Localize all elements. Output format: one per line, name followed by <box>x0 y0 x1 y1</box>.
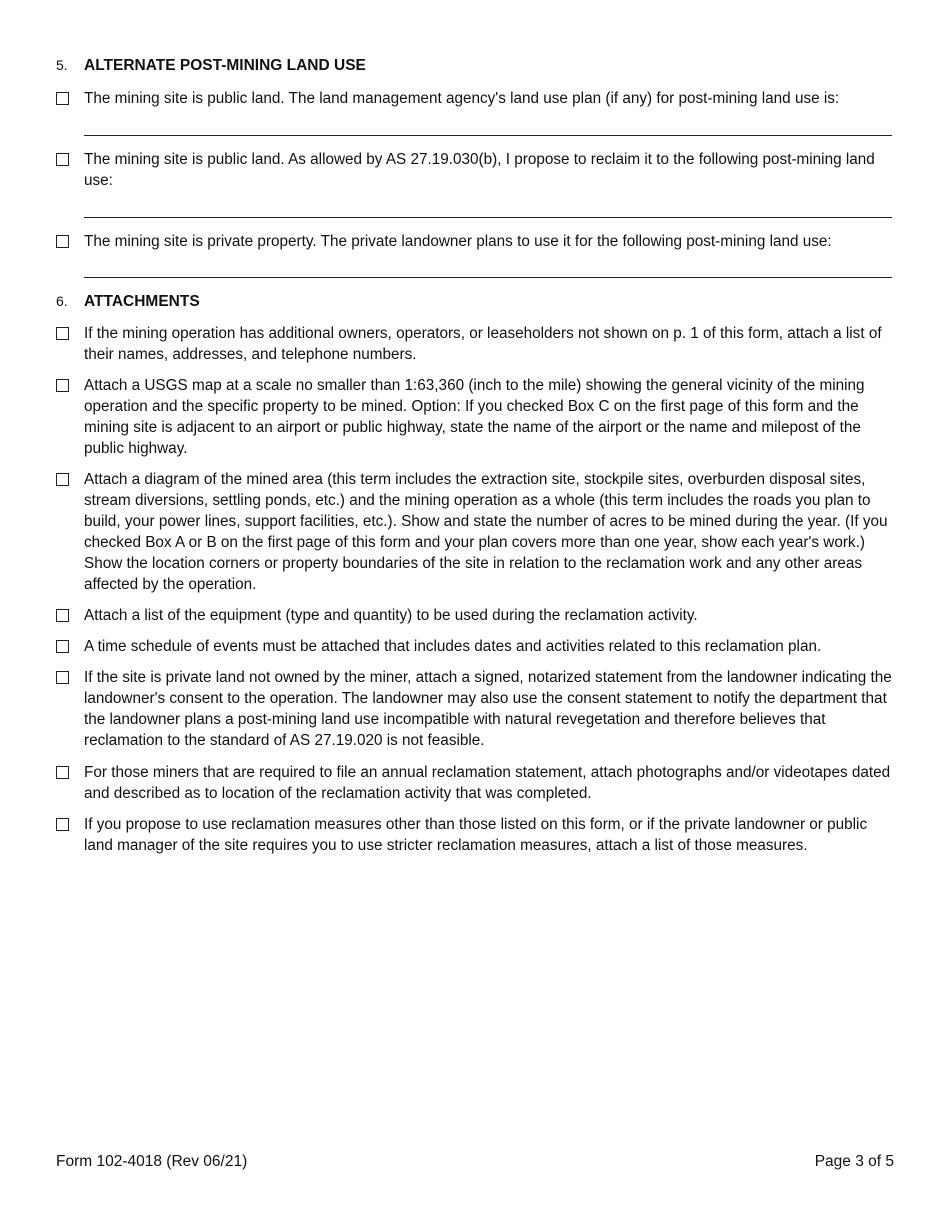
section-number: 6. <box>56 293 68 309</box>
answer-line-agency-plan[interactable] <box>84 135 892 136</box>
attachment-time-schedule <box>56 636 896 657</box>
section-5-heading <box>56 57 366 75</box>
option-text: The mining site is public land. The land management agency's land use plan (if any) for post-mining land use is: <box>84 90 840 107</box>
checkbox[interactable] <box>56 327 69 340</box>
land-use-option-private <box>56 231 896 252</box>
page-number: Page 3 of 5 <box>814 1153 894 1170</box>
attachment-equipment-list <box>56 605 896 626</box>
section-6-heading <box>56 293 200 311</box>
attachment-text: A time schedule of events must be attached that includes dates and activities related to this reclamation plan. <box>84 638 822 655</box>
attachment-text: If the mining operation has additional owners, operators, or leaseholders not shown on p. 1 of this form, attach a list of their names, addresses, and telephone numbers. <box>84 325 882 363</box>
attachment-text: Attach a diagram of the mined area (this term includes the extraction site, stockpile sites, overburden disposal sites, stream diversions, settling ponds, etc.) and the mining operation as a whole (this term includes the roads you plan to build, your power lines, support facilities, etc.). Show and state the number of acres to be mined during the year. (If you checked Box A or B on the first page of this form and your plan covers more than one year, show each year's work.) Show the location corners or property boundaries of the site in relation to the reclamation work and any other areas affected by the operation. <box>84 471 888 593</box>
section-title: ATTACHMENTS <box>84 293 200 310</box>
land-use-option-public-proposed <box>56 149 896 191</box>
checkbox[interactable] <box>56 92 69 105</box>
option-text: The mining site is public land. As allowed by AS 27.19.030(b), I propose to reclaim it to the following post-mining land use: <box>84 151 875 189</box>
attachment-text: Attach a list of the equipment (type and quantity) to be used during the reclamation activity. <box>84 607 698 624</box>
checkbox[interactable] <box>56 473 69 486</box>
checkbox[interactable] <box>56 671 69 684</box>
checkbox[interactable] <box>56 235 69 248</box>
attachment-photographs <box>56 762 896 804</box>
option-text: The mining site is private property. The private landowner plans to use it for the following post-mining land use: <box>84 233 832 250</box>
checkbox[interactable] <box>56 640 69 653</box>
land-use-option-public-agency <box>56 88 896 109</box>
attachment-other-measures <box>56 814 896 856</box>
answer-line-private-use[interactable] <box>84 277 892 278</box>
attachment-text: For those miners that are required to file an annual reclamation statement, attach photographs and/or videotapes dated and described as to location of the reclamation activity that was completed. <box>84 764 891 802</box>
attachment-text: Attach a USGS map at a scale no smaller than 1:63,360 (inch to the mile) showing the general vicinity of the mining operation and the specific property to be mined. Option: If you checked Box C on the first page of this form and the mining site is adjacent to an airport or public highway, state the name of the airport or the name and milepost of the public highway. <box>84 377 865 457</box>
attachment-diagram <box>56 469 896 595</box>
attachment-landowner-statement <box>56 667 896 751</box>
checkbox[interactable] <box>56 153 69 166</box>
section-title: ALTERNATE POST-MINING LAND USE <box>84 57 366 74</box>
answer-line-proposed-use[interactable] <box>84 217 892 218</box>
checkbox[interactable] <box>56 818 69 831</box>
checkbox[interactable] <box>56 609 69 622</box>
form-id: Form 102-4018 (Rev 06/21) <box>56 1153 248 1170</box>
checkbox[interactable] <box>56 766 69 779</box>
attachment-usgs-map <box>56 375 896 459</box>
section-number: 5. <box>56 57 68 73</box>
attachment-text: If you propose to use reclamation measures other than those listed on this form, or if the private landowner or public land manager of the site requires you to use stricter reclamation measures, attach a list of those measures. <box>84 816 868 854</box>
attachment-owners-list <box>56 323 896 365</box>
attachment-text: If the site is private land not owned by the miner, attach a signed, notarized statement from the landowner indicating the landowner's consent to the operation. The landowner may also use the consent statement to notify the department that the landowner plans a post-mining land use incompatible with natural revegetation and therefore believes that reclamation to the standard of AS 27.19.020 is not feasible. <box>84 669 892 749</box>
checkbox[interactable] <box>56 379 69 392</box>
